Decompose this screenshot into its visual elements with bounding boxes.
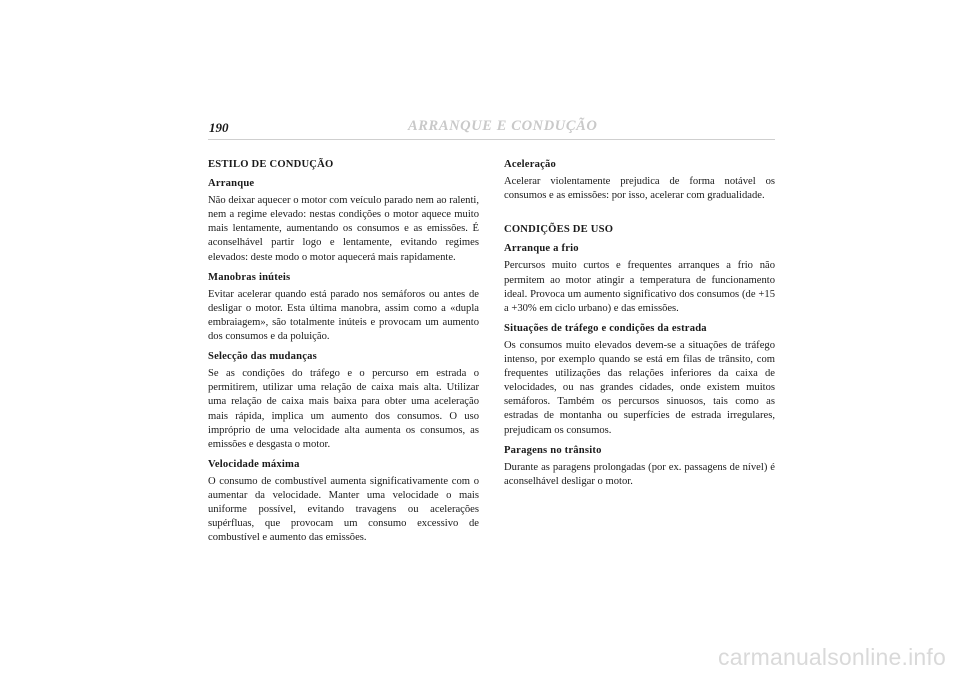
heading-traffic-stops: Paragens no trânsito xyxy=(504,444,602,456)
paragraph-cold-start: Percursos muito curtos e frequentes arranques a frio não permitem ao motor atingir a temperatura de funcionamento ideal. Provoca um aumento significativo dos consumos (de +15 a +30% em ciclo urbano) e das emissões. xyxy=(504,260,775,314)
left-column xyxy=(208,158,479,551)
heading-traffic-road-conditions: Situações de tráfego e condições da estrada xyxy=(504,322,707,334)
section-title-driving-style: ESTILO DE CONDUÇÃO xyxy=(208,159,334,170)
chapter-title: ARRANQUE E CONDUÇÃO xyxy=(408,118,598,134)
page-number: 190 xyxy=(209,120,229,135)
paragraph-acceleration: Acelerar violentamente prejudica de forma notável os consumos e as emissões: por isso, acelerar com gradualidade. xyxy=(504,176,775,202)
heading-useless-manoeuvres: Manobras inúteis xyxy=(208,271,291,283)
paragraph-starting: Não deixar aquecer o motor com veículo parado nem ao ralenti, nem a regime elevado: nestas condições o motor aquece muito mais lentamente, aumentando os consumos e as emissões. É aconselhável partir logo e lentamente, evitando regimes elevados: deste modo o motor aquecerá mais rapidamente. xyxy=(208,195,479,263)
watermark: carmanualsonline.info xyxy=(718,644,946,670)
heading-gear-selection: Selecção das mudanças xyxy=(208,351,317,363)
paragraph-max-speed: O consumo de combustível aumenta significativamente com o aumentar da velocidade. Manter uma velocidade o mais uniforme possível, evitando travagens ou acelerações supérfluas, que provocam um consumo excessivo de combustível e aumento das emissões. xyxy=(208,475,479,544)
paragraph-gear-selection: Se as condições do tráfego e o percurso em estrada o permitirem, utilizar uma relação de caixa mais alta. Utilizar uma relação de caixa mais baixa para obter uma aceleração mais rápida, implica um aumento dos consumos. O uso impróprio de uma velocidade alta aumenta os consumos, as emissões e desgasta o motor. xyxy=(208,368,479,450)
heading-acceleration: Aceleração xyxy=(504,159,556,170)
header-divider xyxy=(208,139,775,140)
right-column xyxy=(504,158,775,495)
paragraph-traffic-road-conditions: Os consumos muito elevados devem-se a situações de tráfego intenso, por exemplo quando se está em filas de trânsito, com frequentes utilizações das relações inferiores da caixa de velocidades, ou nas grandes cidades, onde existem muitos semáforos. Também os percursos sinuosos, tais como as estradas de montanha ou superfícies de estrada irregulares, prejudicam os consumos. xyxy=(504,339,775,436)
heading-cold-start: Arranque a frio xyxy=(504,243,579,255)
section-title-conditions-of-use: CONDIÇÕES DE USO xyxy=(504,224,614,236)
paragraph-traffic-stops: Durante as paragens prolongadas (por ex. passagens de nível) é aconselhável desligar o motor. xyxy=(504,461,775,487)
heading-starting: Arranque xyxy=(208,178,255,190)
section-spacer xyxy=(504,209,775,223)
paragraph-useless-manoeuvres: Evitar acelerar quando está parado nos semáforos ou antes de desligar o motor. Esta última manobra, assim como a «dupla embraiagem», são totalmente inúteis e provocam um aumento dos consumos e da poluição. xyxy=(208,288,479,343)
heading-max-speed: Velocidade máxima xyxy=(208,458,300,470)
